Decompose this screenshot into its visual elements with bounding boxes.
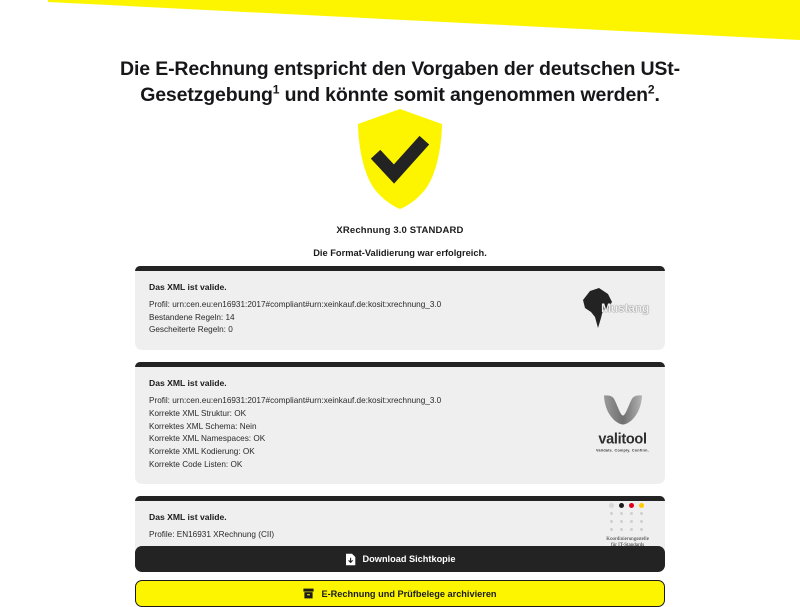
valitool-wordmark: valitool	[598, 431, 647, 448]
kosit-logo	[606, 503, 649, 549]
page-title	[100, 57, 700, 109]
page-title-end: .	[654, 83, 660, 106]
validation-results-list	[135, 266, 665, 567]
format-validation-message: Die Format-Validierung war erfolgreich.	[313, 248, 487, 258]
action-buttons	[135, 546, 665, 607]
card-title: Das XML ist valide.	[149, 512, 227, 523]
card-detail-line: Korrekte XML Struktur: OK	[149, 408, 247, 418]
card-details	[149, 395, 647, 471]
shield-check-icon	[354, 107, 446, 211]
archive-button[interactable]	[135, 580, 665, 607]
card-detail-line: Profil: urn:cen.eu:en16931:2017#compliant#urn:xeinkauf.de:kosit:xrechnung_3.0	[149, 396, 442, 406]
card-details	[149, 299, 647, 337]
archive-label: E-Rechnung und Prüfbelege archivieren	[321, 588, 497, 599]
card-detail-line: Korrekte Code Listen: OK	[149, 459, 243, 469]
status-icon-container	[0, 107, 800, 216]
standard-label: XRechnung 3.0 STANDARD	[336, 225, 464, 236]
page-title-part-2: und könnte somit angenommen werden	[279, 83, 648, 106]
valitool-v-icon	[601, 394, 645, 426]
validation-card-valitool	[135, 362, 665, 484]
card-title: Das XML ist valide.	[149, 378, 227, 389]
footnote-marker-2: 2	[647, 82, 655, 97]
page-title-part-1: Die E-Rechnung entspricht den Vorgaben der deutschen USt-Gesetzgebung	[120, 58, 680, 106]
card-details	[149, 529, 647, 542]
mustang-wordmark: Mustang	[601, 301, 649, 316]
card-detail-line: Korrektes XML Schema: Nein	[149, 421, 257, 431]
card-detail-line: Korrekte XML Kodierung: OK	[149, 446, 255, 456]
mustang-logo	[581, 288, 649, 328]
card-detail-line: Profil: urn:cen.eu:en16931:2017#compliant#urn:xeinkauf.de:kosit:xrechnung_3.0	[149, 300, 442, 309]
download-sichtkopie-label: Download Sichtkopie	[362, 554, 456, 564]
file-download-icon	[345, 553, 356, 566]
card-detail-line: Korrekte XML Namespaces: OK	[149, 434, 266, 444]
download-sichtkopie-button[interactable]	[135, 546, 665, 572]
footnote-marker-1: 1	[272, 82, 280, 97]
validation-card-mustang	[135, 266, 665, 350]
card-detail-line: Profile: EN16931 XRechnung (CII)	[149, 530, 275, 540]
valitool-tagline: Validate. Comply. Confirm.	[596, 448, 649, 453]
card-title: Das XML ist valide.	[149, 282, 227, 292]
kosit-dots-icon	[606, 503, 649, 532]
valitool-logo	[596, 394, 649, 453]
kosit-logo-line-1: Koordinierungsstelle	[606, 535, 649, 542]
card-detail-line: Bestandene Regeln: 14	[149, 312, 235, 322]
archive-box-icon	[303, 588, 314, 599]
card-detail-line: Gescheiterte Regeln: 0	[149, 325, 233, 335]
